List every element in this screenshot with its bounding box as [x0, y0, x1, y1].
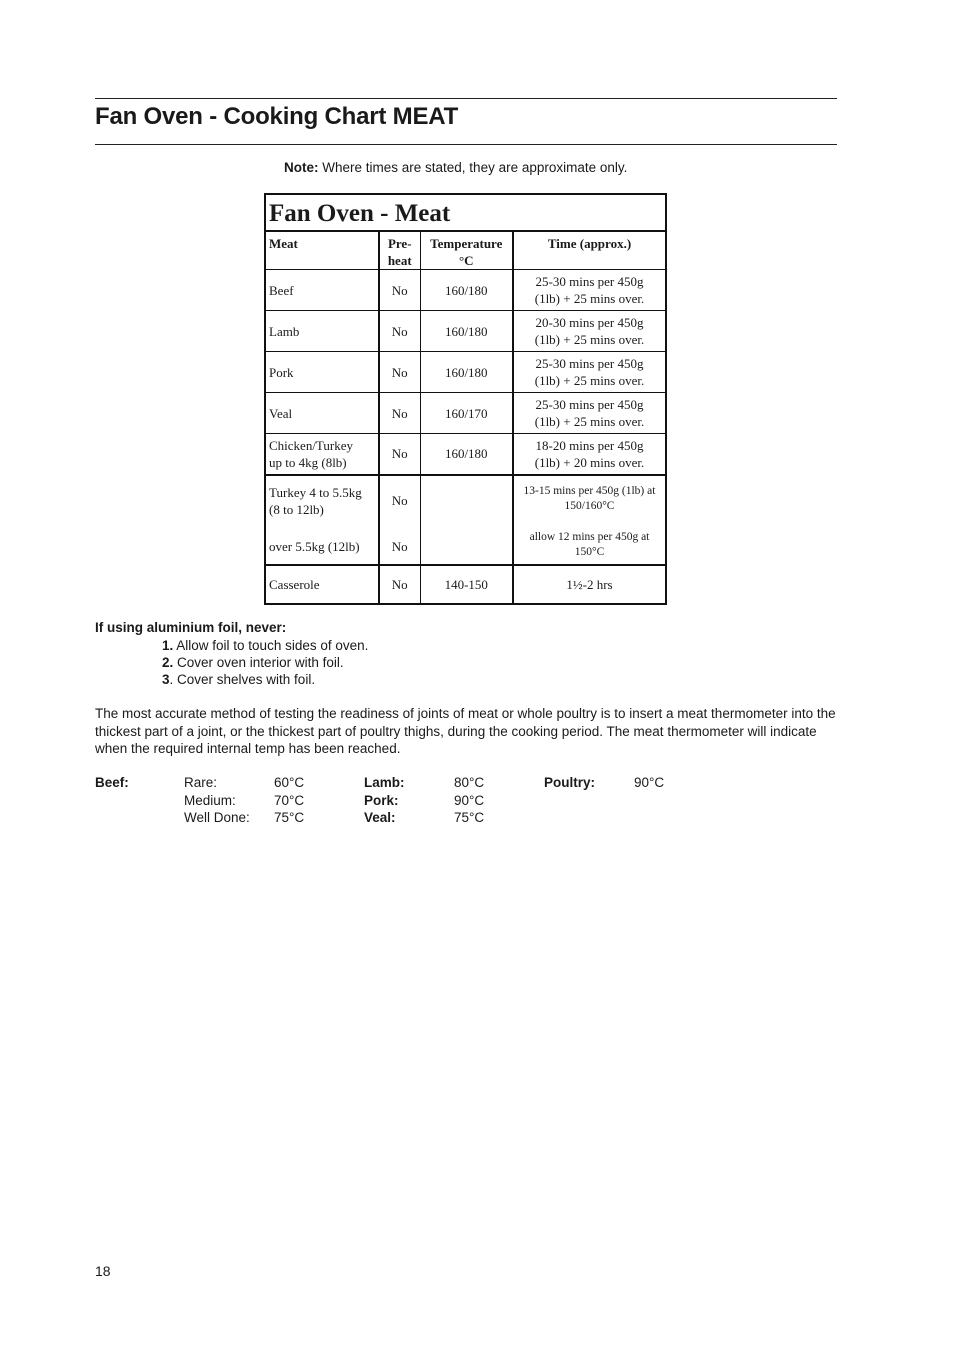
cell-preheat: No: [379, 270, 420, 311]
cell-temp: 160/180: [420, 352, 513, 393]
page-title: Fan Oven - Cooking Chart MEAT: [95, 103, 459, 130]
foil-list: [162, 637, 368, 688]
cooking-table: [264, 193, 667, 605]
cell-meat: Turkey 4 to 5.5kg (8 to 12lb) over 5.5kg (12lb): [266, 475, 379, 565]
cell-preheat: No: [379, 565, 420, 603]
beef-doneness-values: 60°C 70°C 75°C: [274, 775, 305, 825]
thermometer-paragraph: The most accurate method of testing the readiness of joints of meat or whole poultry is to insert a meat thermometer into the thickest part of a joint, or the thickest part of poultry thighs, during the cooking period. The meat thermometer will indicate when the required internal temp has been reached.: [95, 706, 836, 756]
cell-time: 25-30 mins per 450g (1lb) + 25 mins over.: [513, 270, 665, 311]
cell-temp: [420, 475, 513, 565]
table-row: [266, 270, 665, 311]
cell-meat: Chicken/Turkey up to 4kg (8lb): [266, 434, 379, 475]
meat-labels: Lamb: Pork: Veal:: [364, 775, 405, 825]
list-item: 1. Allow foil to touch sides of oven.: [162, 638, 369, 653]
cell-temp: 160/180: [420, 311, 513, 352]
header-meat: Meat: [266, 232, 379, 270]
cell-meat: Veal: [266, 393, 379, 434]
cell-preheat: No: [379, 393, 420, 434]
cell-preheat: No: [379, 434, 420, 475]
table-row-casserole: [266, 565, 665, 603]
note-text: Where times are stated, they are approximate only.: [318, 160, 628, 175]
header-time: Time (approx.): [513, 232, 665, 270]
cell-temp: 160/170: [420, 393, 513, 434]
cell-temp: 160/180: [420, 270, 513, 311]
meat-values: 80°C 90°C 75°C: [454, 775, 485, 825]
cell-time: 1½-2 hrs: [513, 565, 665, 603]
cell-temp: 160/180: [420, 434, 513, 475]
cell-meat: Beef: [266, 270, 379, 311]
page-number: 18: [95, 1263, 111, 1279]
cell-meat: Pork: [266, 352, 379, 393]
cell-preheat: No: [379, 311, 420, 352]
foil-heading: If using aluminium foil, never:: [95, 620, 287, 635]
beef-doneness-labels: Rare: Medium: Well Done:: [184, 775, 250, 825]
cell-preheat: No: [379, 352, 420, 393]
bottom-rule: [95, 144, 837, 145]
list-item: 3. Cover shelves with foil.: [162, 672, 316, 687]
header-temperature: Temperature °C: [420, 232, 513, 270]
cell-meat: Lamb: [266, 311, 379, 352]
note: [284, 160, 627, 175]
table-row: [266, 352, 665, 393]
top-rule: [95, 98, 837, 99]
table-row: [266, 393, 665, 434]
cell-time: 25-30 mins per 450g (1lb) + 25 mins over.: [513, 393, 665, 434]
header-preheat: Pre- heat: [379, 232, 420, 270]
beef-label: Beef:: [95, 775, 129, 790]
cell-meat: Casserole: [266, 565, 379, 603]
table-header-row: [266, 232, 665, 270]
cell-temp: 140-150: [420, 565, 513, 603]
poultry-label: Poultry:: [544, 775, 596, 790]
cell-time: 18-20 mins per 450g (1lb) + 20 mins over.: [513, 434, 665, 475]
list-item: 2. Cover oven interior with foil.: [162, 655, 344, 670]
cell-time: 25-30 mins per 450g (1lb) + 25 mins over.: [513, 352, 665, 393]
table-row: [266, 434, 665, 475]
table-row: [266, 311, 665, 352]
cell-time: 13-15 mins per 450g (1lb) at 150/160°C allow 12 mins per 450g at 150°C: [513, 475, 665, 565]
cell-preheat: No No: [379, 475, 420, 565]
cell-time: 20-30 mins per 450g (1lb) + 25 mins over.: [513, 311, 665, 352]
table-title: Fan Oven - Meat: [266, 195, 665, 232]
meat-table: [266, 232, 665, 603]
note-label: Note:: [284, 160, 319, 175]
poultry-value: 90°C: [634, 775, 665, 790]
table-row-turkey: [266, 475, 665, 565]
